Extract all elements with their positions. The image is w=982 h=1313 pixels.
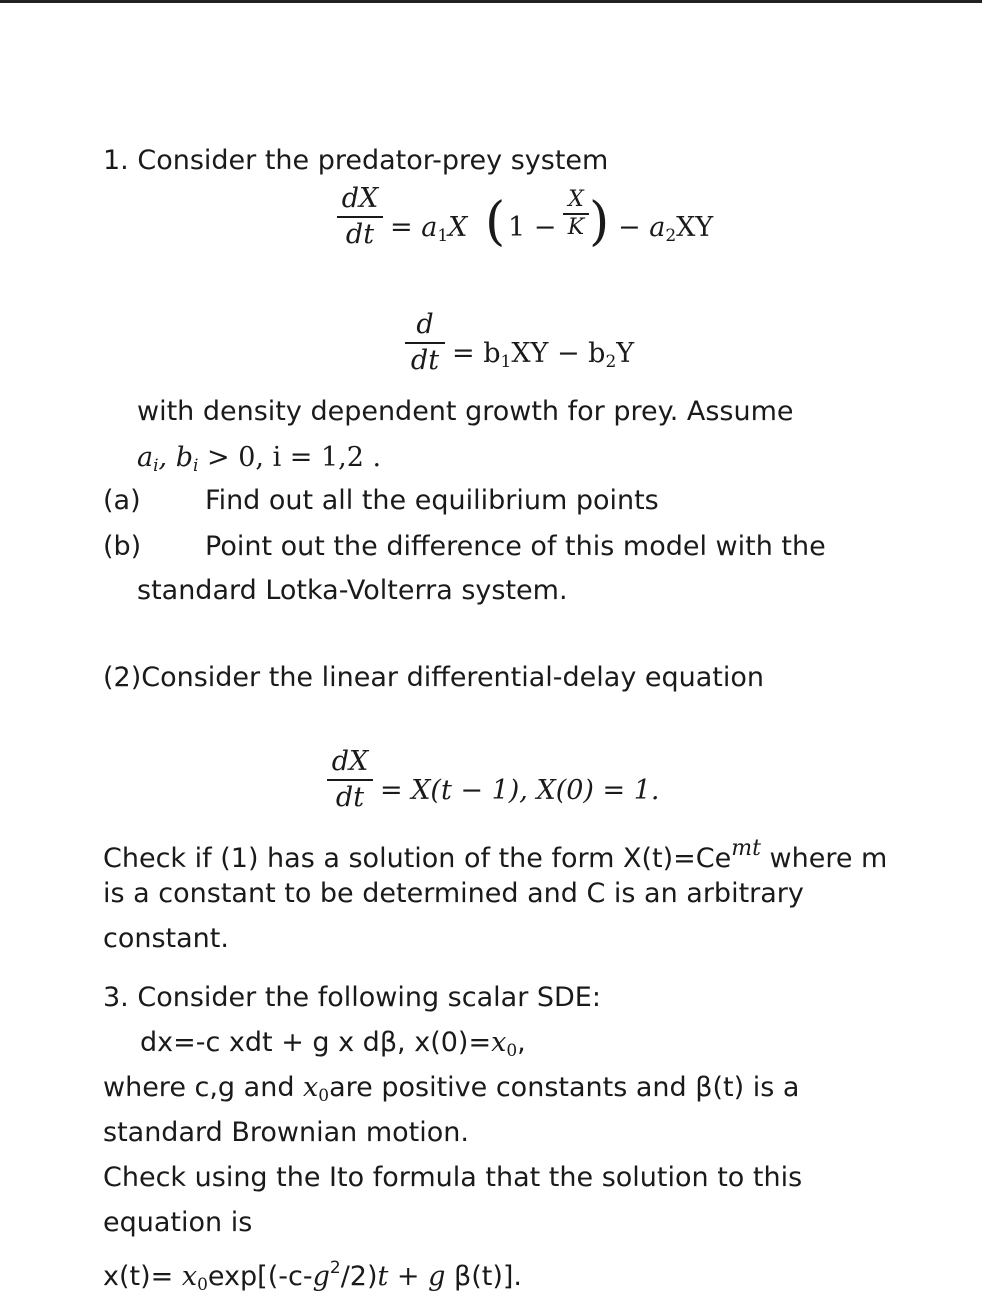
q1-intro: 1. Consider the predator-prey system bbox=[103, 145, 609, 176]
q2-check-line: Check if (1) has a solution of the form $X(t)=Ce^{mt}$ where m bbox=[103, 836, 888, 874]
fraction-bar bbox=[327, 779, 373, 781]
eq1-lhs-den: dt bbox=[345, 219, 375, 250]
q3-where-line: where c,g and $x_0are$ positive constants and β(t) is a bbox=[103, 1072, 800, 1106]
q3-equation-is: equation is bbox=[103, 1207, 253, 1238]
eq1-rhs-a: = $a_1X$ bbox=[390, 212, 468, 246]
eq1-open-paren: ( bbox=[485, 192, 506, 252]
q3-intro: 3. Consider the following scalar SDE: bbox=[103, 982, 601, 1013]
q1-part-a-text: Find out all the equilibrium points bbox=[205, 485, 659, 516]
q1-part-b-text-2: standard Lotka-Volterra system. bbox=[137, 575, 568, 606]
eq1-close-paren: ) bbox=[589, 192, 610, 252]
eq2-rhs: = $b_1XY - b_2Y$ bbox=[452, 338, 635, 372]
eq1-inner-fraction: X K bbox=[563, 188, 589, 240]
q1-assumption: $a_i$, $b_i > 0$, i = 1,2 . bbox=[137, 442, 382, 476]
q3-sde: dx=-c xdt + g x dβ, $x(0)=x_0$, bbox=[140, 1027, 526, 1061]
q2-line-2: is a constant to be determined and C is an arbitrary bbox=[103, 878, 804, 909]
fraction-bar bbox=[405, 342, 445, 344]
q2-intro: (2)Consider the linear differential-delay equation bbox=[103, 662, 765, 693]
q2-eq-rhs: = X(t − 1), X(0) = 1. bbox=[380, 775, 660, 806]
eq1-one-minus: 1 − bbox=[508, 212, 557, 243]
q3-solution: $x(t)= x_0\exp[(-c-g^2/2)t + g$ β(t)]. bbox=[103, 1258, 523, 1295]
q1-part-b-text: Point out the difference of this model with the bbox=[205, 531, 826, 562]
eq1-tail: − $a_2XY$ bbox=[618, 212, 714, 246]
q3-brownian-line: standard Brownian motion. bbox=[103, 1117, 469, 1148]
q1-density-line: with density dependent growth for prey. Assume bbox=[137, 396, 794, 427]
q1-part-a-label: (a) bbox=[103, 485, 141, 516]
q3-check-line: Check using the Ito formula that the solution to this bbox=[103, 1162, 803, 1193]
q1-part-b-label: (b) bbox=[103, 531, 142, 562]
fraction-bar bbox=[337, 216, 383, 218]
q2-line-3: constant. bbox=[103, 923, 229, 954]
q2-eq-lhs-fraction: dX dt bbox=[327, 747, 373, 813]
eq2-lhs-fraction: d dt bbox=[405, 310, 445, 376]
eq1-lhs-fraction bbox=[337, 184, 383, 250]
eq1-lhs-num: dX bbox=[341, 183, 379, 214]
top-rule bbox=[0, 0, 982, 3]
